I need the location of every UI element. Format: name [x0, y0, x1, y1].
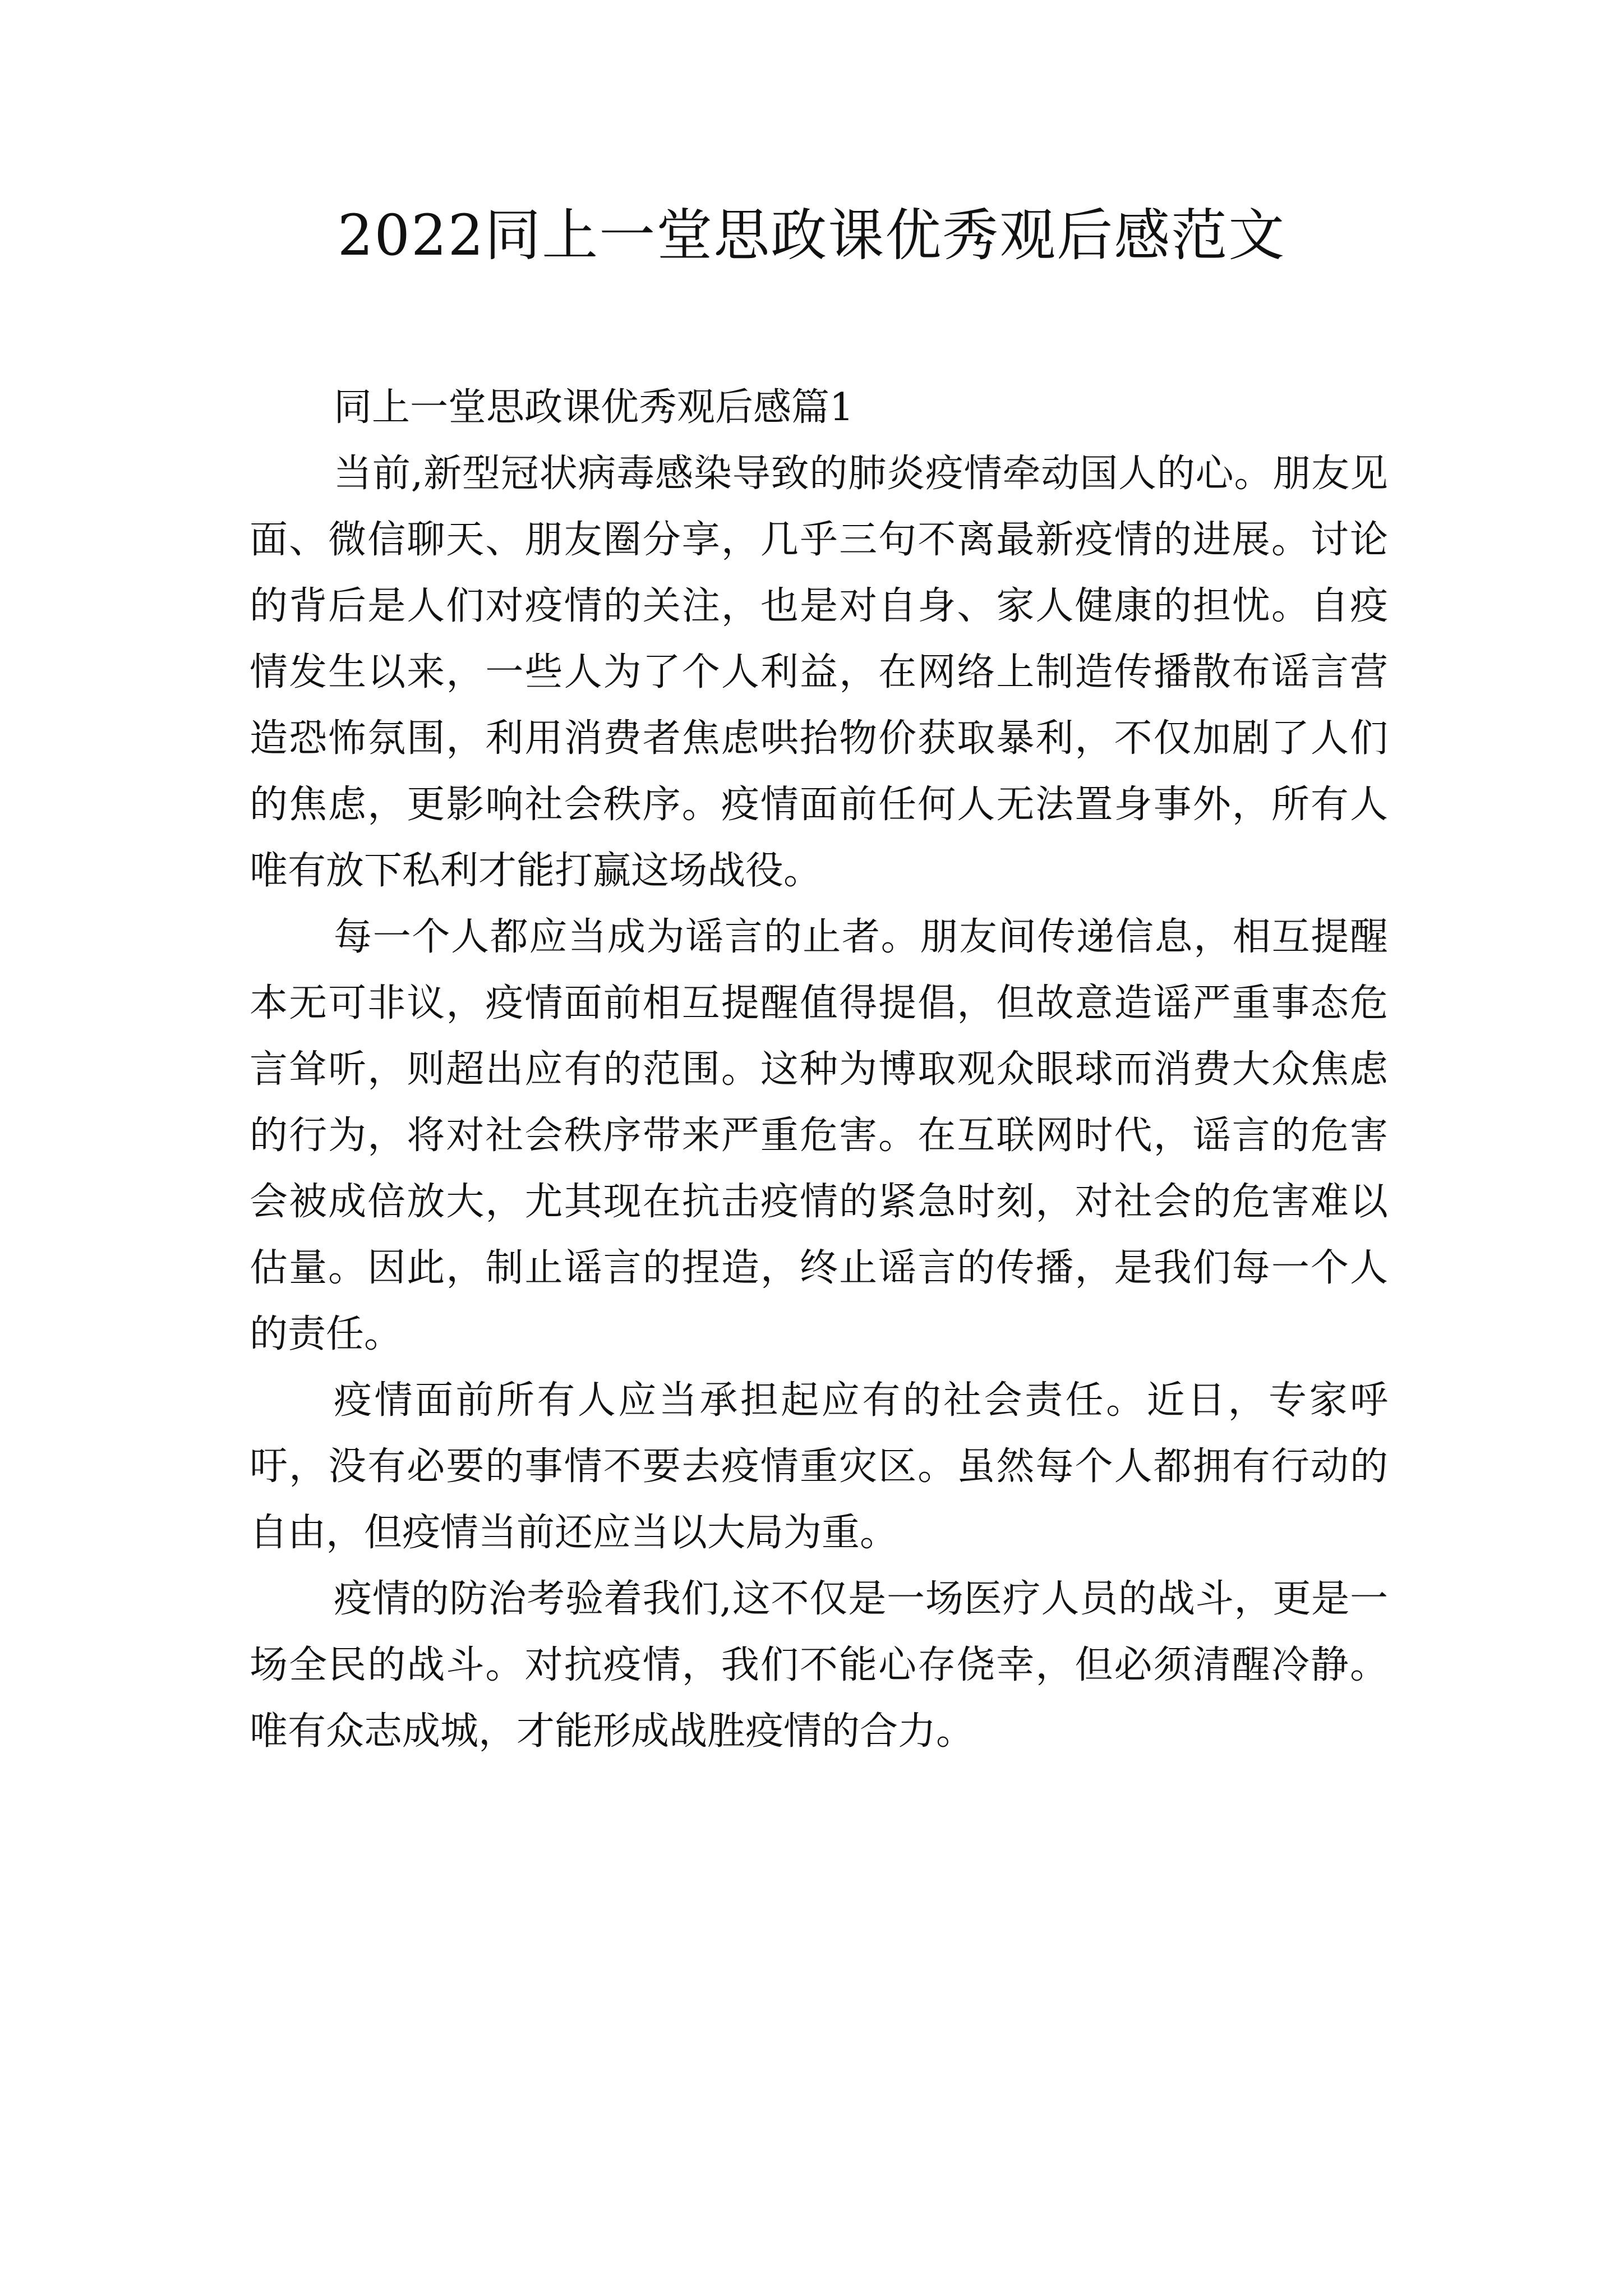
- paragraph: 每一个人都应当成为谣言的止者。朋友间传递信息，相互提醒本无可非议，疫情面前相互提醒值得提倡，但故意造谣严重事态危言耸听，则超出应有的范围。这种为博取观众眼球而消费大众焦虑的行为，将对社会秩序带来严重危害。在互联网时代，谣言的危害会被成倍放大，尤其现在抗击疫情的紧急时刻，对社会的危害难以估量。因此，制止谣言的捏造，终止谣言的传播，是我们每一个人的责任。: [250, 915, 1388, 1356]
- paragraph: 当前,新型冠状病毒感染导致的肺炎疫情牵动国人的心。朋友见面、微信聊天、朋友圈分享，几乎三句不离最新疫情的进展。讨论的背后是人们对疫情的关注，也是对自身、家人健康的担忧。自疫情发生以来，一些人为了个人利益，在网络上制造传播散布谣言营造恐怖氛围，利用消费者焦虑哄抬物价获取暴利，不仅加剧了人们的焦虑，更影响社会秩序。疫情面前任何人无法置身事外，所有人唯有放下私利才能打赢这场战役。: [250, 452, 1388, 893]
- paragraph: 疫情的防治考验着我们,这不仅是一场医疗人员的战斗，更是一场全民的战斗。对抗疫情，我们不能心存侥幸，但必须清醒冷静。唯有众志成城，才能形成战胜疫情的合力。: [250, 1577, 1388, 1754]
- document-title: 2022同上一堂思政课优秀观后感范文: [337, 203, 1286, 268]
- document-body: [250, 375, 1388, 1765]
- section-heading: 同上一堂思政课优秀观后感篇1: [334, 385, 854, 430]
- paragraph: 疫情面前所有人应当承担起应有的社会责任。近日，专家呼吁，没有必要的事情不要去疫情重灾区。虽然每个人都拥有行动的自由，但疫情当前还应当以大局为重。: [250, 1378, 1388, 1555]
